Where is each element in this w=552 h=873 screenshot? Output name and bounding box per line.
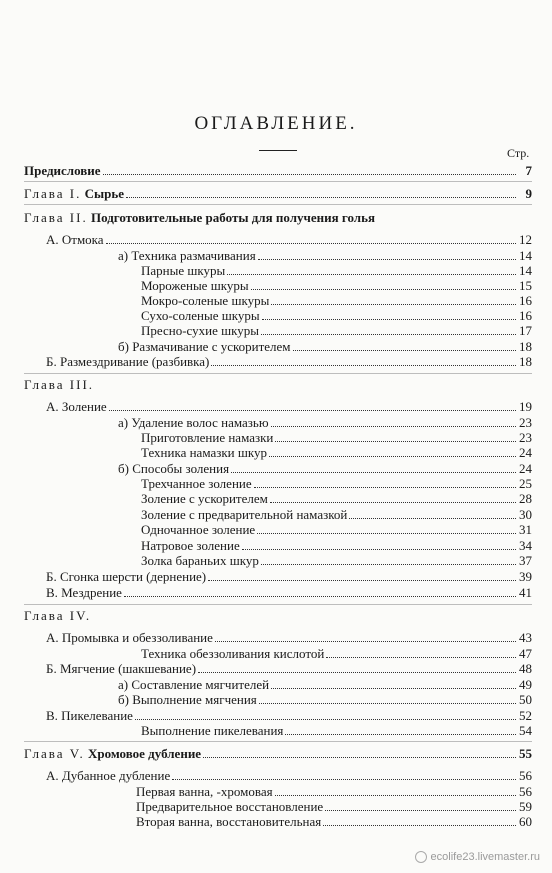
entry-page: 34 [519, 538, 532, 553]
toc-entry[interactable] [141, 430, 532, 446]
leader-dots [109, 400, 516, 411]
leader-dots [106, 233, 516, 244]
leader-dots [126, 187, 516, 198]
entry-label: Приготовление намазки [141, 430, 274, 445]
toc-entry[interactable] [141, 263, 532, 279]
entry-page: 41 [519, 585, 532, 600]
entry-page: 49 [519, 677, 532, 692]
entry-label: А. Промывка и обеззоливание [46, 630, 213, 645]
leader-dots [271, 416, 516, 427]
toc-entry-chapter-5[interactable] [24, 746, 532, 762]
chapter-number: Глава I. [24, 186, 82, 201]
entry-label: Б. Мягчение (шакшевание) [46, 661, 197, 676]
leader-dots [262, 309, 516, 320]
entry-page: 24 [519, 445, 532, 460]
entry-label: Б. Размездривание (разбивка) [46, 354, 210, 369]
leader-dots [293, 340, 516, 351]
entry-page: 24 [519, 461, 532, 476]
toc-entry[interactable] [118, 415, 532, 431]
chapter-number: Глава V. [24, 746, 85, 761]
toc-entry[interactable] [136, 814, 532, 830]
chapter-number: Глава II. [24, 210, 88, 225]
toc-entry[interactable] [141, 476, 532, 492]
entry-label: Мокро-соленые шкуры [141, 293, 270, 308]
entry-label: А. Дубанное дубление [46, 768, 171, 783]
toc-entry[interactable] [141, 646, 532, 662]
toc-entry[interactable] [46, 585, 532, 601]
toc-entry[interactable] [46, 569, 532, 585]
page-column-label: Стр. [507, 146, 530, 160]
toc-entry[interactable] [141, 308, 532, 324]
entry-page: 54 [519, 723, 532, 738]
entry-label: Предисловие [24, 163, 101, 178]
toc-entry-chapter-1[interactable] [24, 186, 532, 202]
section-divider [24, 373, 532, 374]
leader-dots [231, 462, 516, 473]
chapter-number: Глава III. [24, 377, 95, 392]
leader-dots [261, 324, 516, 335]
toc-entry[interactable] [141, 522, 532, 538]
entry-label: В. Пикелевание [46, 708, 133, 723]
leader-dots [254, 477, 516, 488]
entry-label: а) Техника размачивания [118, 248, 256, 263]
toc-entry-preface[interactable] [24, 163, 532, 179]
toc-entry[interactable] [136, 799, 532, 815]
leader-dots [275, 785, 516, 796]
entry-page: 55 [519, 746, 532, 761]
entry-page: 28 [519, 491, 532, 506]
entry-label: б) Размачивание с ускорителем [118, 339, 291, 354]
entry-label: Вторая ванна, восстановительная [136, 814, 322, 829]
entry-page: 19 [519, 399, 532, 414]
watermark [415, 851, 540, 863]
entry-page: 17 [519, 323, 532, 338]
leader-dots [198, 662, 516, 673]
leader-dots [325, 800, 516, 811]
entry-page: 56 [519, 784, 532, 799]
entry-page: 60 [519, 814, 532, 829]
leader-dots [227, 264, 516, 275]
chapter-title: Подготовительные работы для получения голья [90, 210, 375, 225]
entry-label: Пресно-сухие шкуры [141, 323, 259, 338]
toc-entry[interactable] [46, 630, 532, 646]
entry-label: Предварительное восстановление [136, 799, 324, 814]
leader-dots [323, 815, 516, 826]
entry-page: 59 [519, 799, 532, 814]
leader-dots [208, 570, 516, 581]
toc-entry[interactable] [141, 278, 532, 294]
entry-page: 31 [519, 522, 532, 537]
entry-page: 18 [519, 339, 532, 354]
entry-page: 9 [525, 186, 532, 201]
leader-dots [269, 446, 516, 457]
leader-dots [103, 164, 516, 175]
entry-label: Техника намазки шкур [141, 445, 268, 460]
toc-entry[interactable] [141, 323, 532, 339]
entry-page: 50 [519, 692, 532, 707]
toc-entry[interactable] [46, 768, 532, 784]
entry-page: 23 [519, 415, 532, 430]
section-divider [24, 181, 532, 182]
entry-page: 43 [519, 630, 532, 645]
entry-label: Выполнение пикелевания [141, 723, 284, 738]
leader-dots [271, 294, 516, 305]
leader-dots [251, 279, 516, 290]
entry-label: б) Способы золения [118, 461, 230, 476]
chapter-number: Глава IV. [24, 608, 92, 623]
entry-label: Золение с предварительной намазкой [141, 507, 348, 522]
entry-label: В. Мездрение [46, 585, 122, 600]
leader-dots [242, 539, 516, 550]
entry-label: А. Отмока [46, 232, 104, 247]
entry-page: 7 [525, 163, 532, 178]
toc-entry[interactable] [141, 507, 532, 523]
entry-label: а) Составление мягчителей [118, 677, 270, 692]
entry-label: Б. Сгонка шерсти (дернение) [46, 569, 207, 584]
title-rule [259, 150, 297, 151]
toc-entry[interactable] [46, 708, 532, 724]
leader-dots [270, 492, 516, 503]
leader-dots [271, 678, 516, 689]
leader-dots [275, 431, 516, 442]
leader-dots [215, 631, 516, 642]
toc-entry[interactable] [46, 232, 532, 248]
entry-label: Трехчанное золение [141, 476, 252, 491]
entry-label: Техника обеззоливания кислотой [141, 646, 325, 661]
section-divider [24, 204, 532, 205]
entry-page: 16 [519, 308, 532, 323]
entry-label: А. Золение [46, 399, 107, 414]
entry-page: 47 [519, 646, 532, 661]
entry-label: Натровое золение [141, 538, 240, 553]
shop-logo-icon [415, 851, 427, 863]
leader-dots [285, 724, 516, 735]
chapter-title: Сырье [84, 186, 125, 201]
entry-label: Одночанное золение [141, 522, 256, 537]
leader-dots [259, 693, 516, 704]
entry-page: 48 [519, 661, 532, 676]
toc-entry[interactable] [141, 723, 532, 739]
entry-label: б) Выполнение мягчения [118, 692, 257, 707]
toc-entry[interactable] [136, 784, 532, 800]
entry-label: Золение с ускорителем [141, 491, 268, 506]
toc-entry[interactable] [118, 339, 532, 355]
leader-dots [135, 709, 516, 720]
entry-page: 25 [519, 476, 532, 491]
leader-dots [211, 355, 516, 366]
entry-page: 16 [519, 293, 532, 308]
entry-page: 18 [519, 354, 532, 369]
section-divider [24, 741, 532, 742]
leader-dots [203, 747, 516, 758]
toc-entry[interactable] [118, 248, 532, 264]
toc-entry[interactable] [46, 399, 532, 415]
toc-entry-chapter-4[interactable] [24, 608, 532, 624]
entry-page: 52 [519, 708, 532, 723]
watermark-text: ecolife23.livemaster.ru [430, 851, 540, 863]
section-divider [24, 604, 532, 605]
leader-dots [124, 586, 516, 597]
chapter-title: Хромовое дубление [88, 746, 202, 761]
toc-entry[interactable] [141, 491, 532, 507]
leader-dots [261, 554, 516, 565]
toc-entry[interactable] [118, 461, 532, 477]
entry-page: 14 [519, 248, 532, 263]
toc-entry[interactable] [141, 293, 532, 309]
entry-label: Первая ванна, -хромовая [136, 784, 273, 799]
entry-label: а) Удаление волос намазью [118, 415, 269, 430]
entry-page: 14 [519, 263, 532, 278]
entry-page: 56 [519, 768, 532, 783]
toc-entry[interactable] [118, 677, 532, 693]
toc-entry[interactable] [46, 354, 532, 370]
entry-page: 15 [519, 278, 532, 293]
entry-label: Сухо-соленые шкуры [141, 308, 260, 323]
leader-dots [326, 647, 516, 658]
entry-label: Золка бараньих шкур [141, 553, 259, 568]
page-title: ОГЛАВЛЕНИЕ. [194, 113, 358, 134]
toc-entry-chapter-2[interactable] [24, 210, 532, 226]
toc-entry[interactable] [141, 553, 532, 569]
toc-entry[interactable] [46, 661, 532, 677]
toc-entry-chapter-3[interactable] [24, 377, 532, 393]
leader-dots [258, 249, 516, 260]
entry-page: 39 [519, 569, 532, 584]
entry-label: Мороженые шкуры [141, 278, 249, 293]
leader-dots [257, 523, 516, 534]
entry-label: Парные шкуры [141, 263, 226, 278]
leader-dots [172, 769, 516, 780]
toc-entry[interactable] [118, 692, 532, 708]
entry-page: 30 [519, 507, 532, 522]
toc-entry[interactable] [141, 445, 532, 461]
entry-page: 12 [519, 232, 532, 247]
toc-entry[interactable] [141, 538, 532, 554]
entry-page: 23 [519, 430, 532, 445]
leader-dots [349, 508, 516, 519]
entry-page: 37 [519, 553, 532, 568]
